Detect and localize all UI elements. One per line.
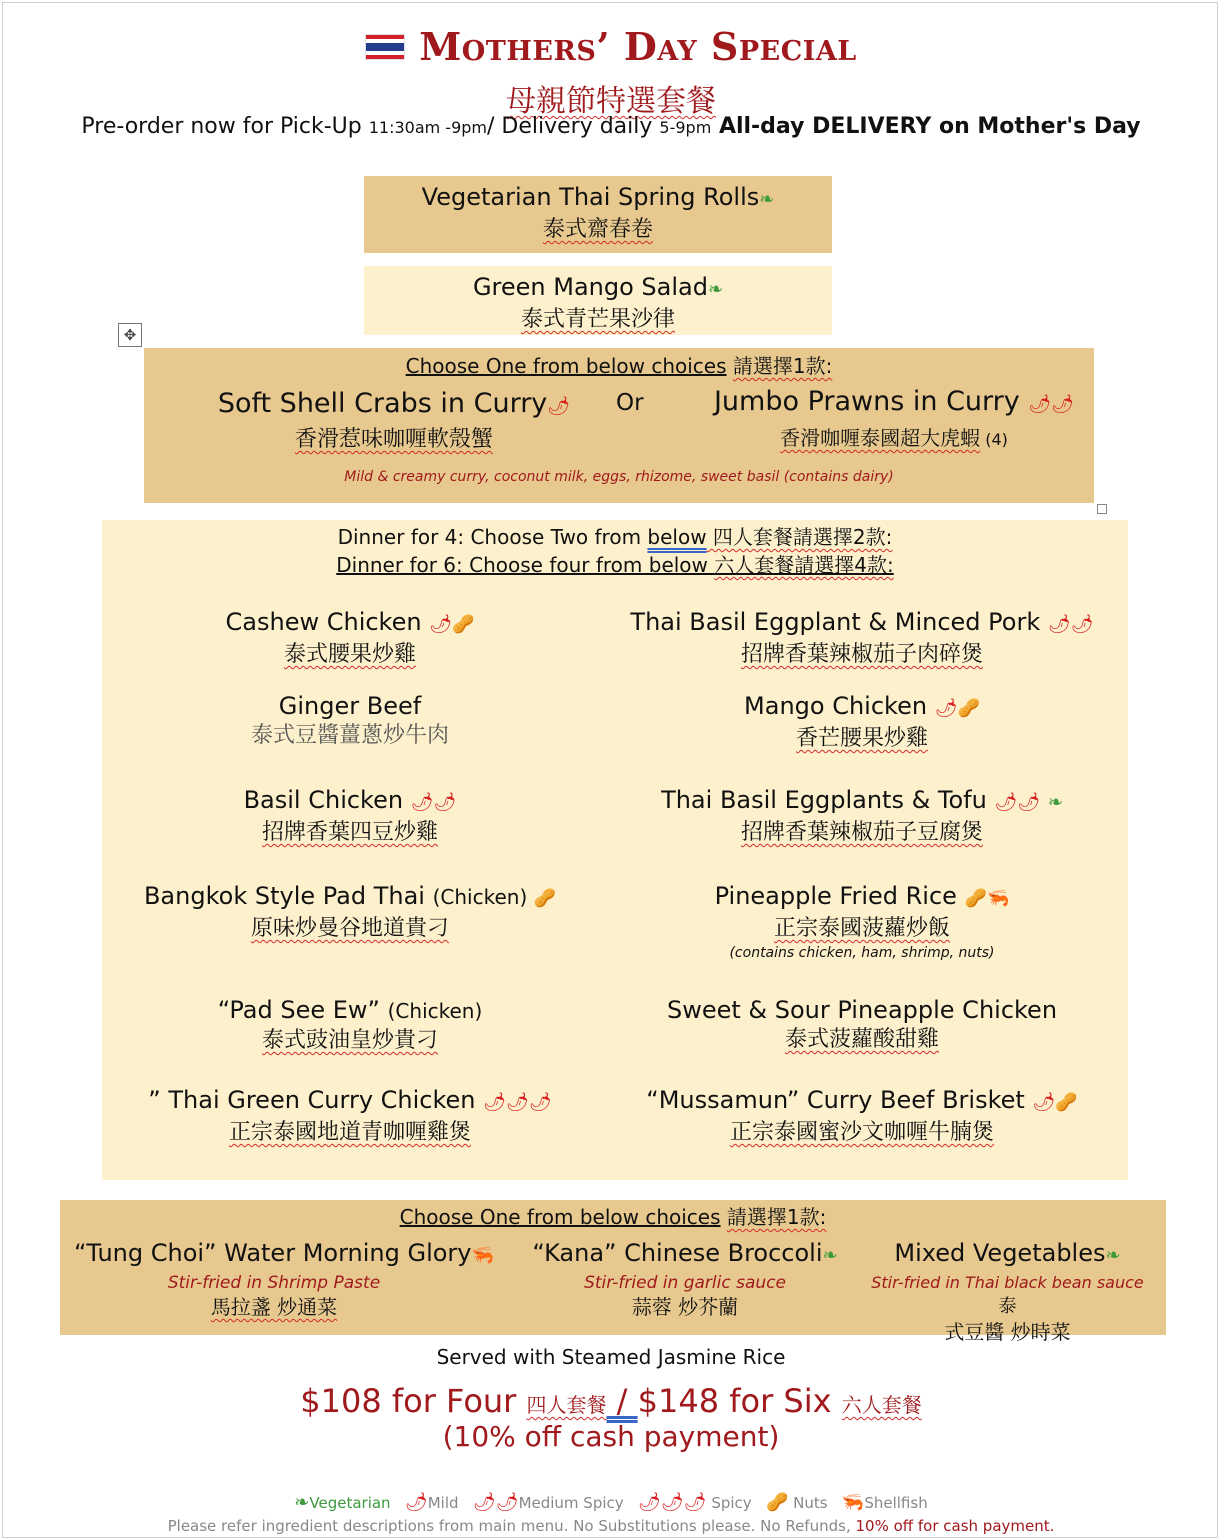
vegetable-desc: Stir-fried in Thai black bean sauce	[871, 1273, 1144, 1292]
subtitle-pickup: Pre-order now for Pick-Up	[81, 114, 369, 139]
subtitle-delivery-hours: 5-9pm	[659, 118, 712, 137]
vegetable-name: “Tung Choi” Water Morning Glory	[74, 1239, 472, 1267]
main-item-note: (contains chicken, ham, shrimp, nuts)	[729, 945, 995, 961]
vegetable-choice-heading: Choose One from below choices	[399, 1205, 721, 1229]
price-line	[0, 1382, 1222, 1420]
mains-box	[102, 520, 1128, 1180]
leaf-icon: ❧	[1105, 1245, 1121, 1266]
vegetable-zh: 馬拉盞 炒通菜	[210, 1295, 338, 1319]
price-six: $148 for Six	[637, 1382, 842, 1420]
main-item	[602, 785, 1122, 848]
main-item-zh: 泰式豆醬薑蔥炒牛肉	[250, 723, 449, 748]
legend	[0, 1492, 1222, 1513]
chili-icon: 🌶	[1032, 1092, 1056, 1113]
vegetable-desc: Stir-fried in Shrimp Paste	[167, 1273, 381, 1293]
mains-line1-a: Dinner for 4: Choose Two from	[337, 525, 648, 549]
main-item-name: Thai Basil Eggplant & Minced Pork	[630, 608, 1048, 636]
main-item-name: Cashew Chicken	[225, 608, 430, 636]
main-item-zh: 招牌香葉辣椒茄子豆腐煲	[740, 820, 983, 845]
nut-icon: 🥜	[1055, 1092, 1078, 1113]
main-item	[120, 607, 580, 670]
footer-note-text: Please refer ingredient descriptions from main menu. No Substitutions please. No Refunds,	[167, 1517, 856, 1535]
legend-medium-spicy: Medium Spicy	[518, 1494, 624, 1512]
shrimp-icon: 🦐	[471, 1245, 494, 1266]
vegetable-desc-zh: 泰	[998, 1296, 1017, 1317]
vegetable-item	[860, 1238, 1155, 1345]
main-item	[120, 691, 580, 751]
move-handle-icon[interactable]: ✥	[118, 323, 142, 347]
curry-option-zh: 香滑惹味咖喱軟殼蟹	[294, 427, 493, 452]
legend-shellfish: Shellfish	[864, 1494, 928, 1512]
main-item	[602, 881, 1122, 962]
main-item-zh: 招牌香葉辣椒茄子肉碎煲	[740, 642, 983, 667]
footer-note	[0, 1517, 1222, 1535]
vegetable-zh: 式豆醬 炒時菜	[944, 1320, 1071, 1344]
footer-note-cash: 10% off for cash payment.	[855, 1517, 1055, 1535]
price-six-zh: 六人套餐	[841, 1393, 922, 1417]
curry-option-name: Soft Shell Crabs in Curry	[217, 388, 548, 419]
choice-one-heading: Choose One from below choices	[405, 354, 727, 378]
page-title: Mothers’ Day Special	[419, 24, 857, 69]
starter-name: Green Mango Salad	[472, 273, 708, 301]
subtitle-delivery: / Delivery daily	[487, 114, 660, 139]
main-item	[602, 995, 1122, 1055]
starter-box-2	[364, 266, 832, 335]
header	[0, 24, 1222, 69]
main-item	[120, 785, 580, 848]
starter-name: Vegetarian Thai Spring Rolls	[421, 183, 760, 211]
main-item	[602, 1085, 1122, 1148]
subtitle-pickup-hours: 11:30am -9pm	[368, 118, 487, 137]
vegetable-name: “Kana” Chinese Broccoli	[532, 1239, 823, 1267]
leaf-icon: ❧	[294, 1492, 310, 1513]
chili-icon: 🌶	[404, 1492, 428, 1513]
shrimp-icon: 🦐	[986, 888, 1010, 909]
choice-one-box	[144, 348, 1094, 503]
chili-icon: 🌶	[934, 698, 958, 719]
vegetable-item	[500, 1238, 870, 1319]
nut-icon: 🥜	[957, 698, 980, 719]
leaf-icon: ❧	[1047, 792, 1063, 813]
legend-nuts: Nuts	[793, 1494, 828, 1512]
nut-icon: 🥜	[533, 888, 557, 909]
chili-icon: 🌶	[429, 614, 453, 635]
chili-icon: 🌶🌶🌶	[483, 1092, 552, 1113]
main-item-name: Bangkok Style Pad Thai	[143, 882, 433, 910]
vegetable-zh: 蒜蓉 炒芥蘭	[631, 1295, 739, 1319]
nut-icon: 🥜	[765, 1492, 789, 1513]
curry-option-zh: 香滑咖喱泰國超大虎蝦	[780, 426, 981, 450]
main-item-zh: 泰式豉油皇炒貴刁	[261, 1028, 438, 1053]
nut-icon: 🥜	[964, 888, 987, 909]
choice-one-heading-zh: 請選擇1款:	[732, 354, 833, 378]
chili-icon: 🌶🌶	[472, 1492, 519, 1513]
chili-icon: 🌶	[547, 396, 571, 417]
main-item-name: Mango Chicken	[744, 692, 935, 720]
main-item-name: Pineapple Fried Rice	[714, 882, 965, 910]
prawn-count: (4)	[980, 430, 1008, 449]
main-item-name: Basil Chicken	[243, 786, 411, 814]
legend-spicy: Spicy	[711, 1494, 752, 1512]
vegetable-item	[74, 1238, 494, 1319]
main-item-name: “Mussamun” Curry Beef Brisket	[646, 1086, 1033, 1114]
price-four-zh: 四人套餐	[526, 1393, 607, 1417]
main-item-name: Ginger Beef	[278, 692, 422, 720]
chili-icon: 🌶🌶	[994, 792, 1041, 813]
vegetable-choice-box	[60, 1200, 1166, 1344]
main-item-name: Sweet & Sour Pineapple Chicken	[666, 996, 1058, 1024]
leaf-icon: ❧	[707, 279, 724, 300]
subtitle-mothers-day: All-day DELIVERY on Mother's Day	[711, 114, 1141, 139]
legend-mild: Mild	[427, 1494, 459, 1512]
main-item	[602, 607, 1122, 670]
subtitle	[0, 114, 1222, 139]
vegetable-desc: Stir-fried in garlic sauce	[584, 1273, 786, 1293]
main-item-note: (Chicken)	[432, 885, 534, 909]
main-item-note: (Chicken)	[387, 999, 483, 1023]
curry-option-name: Jumbo Prawns in Curry	[713, 386, 1020, 417]
main-item-name: ” Thai Green Curry Chicken	[148, 1086, 484, 1114]
main-item-zh: 正宗泰國菠蘿炒飯	[773, 916, 950, 941]
leaf-icon: ❧	[759, 189, 775, 210]
price-four: $108 for Four	[300, 1382, 527, 1420]
main-item-zh: 正宗泰國蜜沙文咖喱牛腩煲	[729, 1120, 994, 1145]
chili-icon: 🌶🌶	[1047, 614, 1094, 635]
chili-icon: 🌶🌶	[1028, 394, 1075, 415]
starter-box-1	[364, 176, 832, 253]
vegetable-choice-heading-zh: 請選擇1款:	[726, 1205, 827, 1229]
curry-description: Mild & creamy curry, coconut milk, eggs, rhizome, sweet basil (contains dairy)	[344, 469, 894, 485]
main-item-zh: 泰式腰果炒雞	[283, 642, 416, 667]
main-item	[602, 691, 1122, 754]
main-item-name: Thai Basil Eggplants & Tofu	[661, 786, 995, 814]
main-item-zh: 正宗泰國地道青咖喱雞煲	[228, 1120, 471, 1145]
thai-flag-icon	[365, 34, 405, 60]
or-label: Or	[616, 390, 644, 416]
vegetable-name: Mixed Vegetables	[894, 1239, 1106, 1267]
leaf-icon: ❧	[822, 1245, 838, 1266]
chili-icon: 🌶🌶🌶	[637, 1492, 707, 1513]
legend-vegetarian: Vegetarian	[309, 1494, 391, 1512]
shrimp-icon: 🦐	[841, 1492, 865, 1513]
page-title-zh: 母親節特選套餐	[506, 84, 716, 119]
main-item	[120, 995, 580, 1056]
starter-name-zh: 泰式青芒果沙律	[520, 307, 675, 332]
main-item-name: “Pad See Ew”	[217, 996, 388, 1024]
mains-line1-zh: 四人套餐請選擇2款:	[706, 525, 893, 549]
main-item-zh: 香芒腰果炒雞	[795, 726, 928, 751]
mains-line2-zh: 六人套餐請選擇4款:	[714, 553, 894, 577]
chili-icon: 🌶🌶	[410, 792, 457, 813]
rice-note: Served with Steamed Jasmine Rice	[436, 1345, 786, 1369]
cash-discount: (10% off cash payment)	[442, 1420, 780, 1453]
main-item	[120, 881, 580, 944]
resize-handle[interactable]	[1097, 504, 1107, 514]
main-item	[120, 1085, 580, 1148]
mains-line1-below: below	[647, 525, 707, 549]
main-item-zh: 招牌香葉四豆炒雞	[261, 820, 438, 845]
mains-line2-a: Dinner for 6: Choose four from below	[336, 553, 715, 577]
main-item-zh: 泰式菠蘿酸甜雞	[784, 1027, 939, 1052]
price-slash: /	[606, 1382, 638, 1420]
nut-icon: 🥜	[452, 614, 475, 635]
starter-name-zh: 泰式齋春卷	[542, 217, 653, 242]
main-item-zh: 原味炒曼谷地道貴刁	[250, 916, 449, 941]
